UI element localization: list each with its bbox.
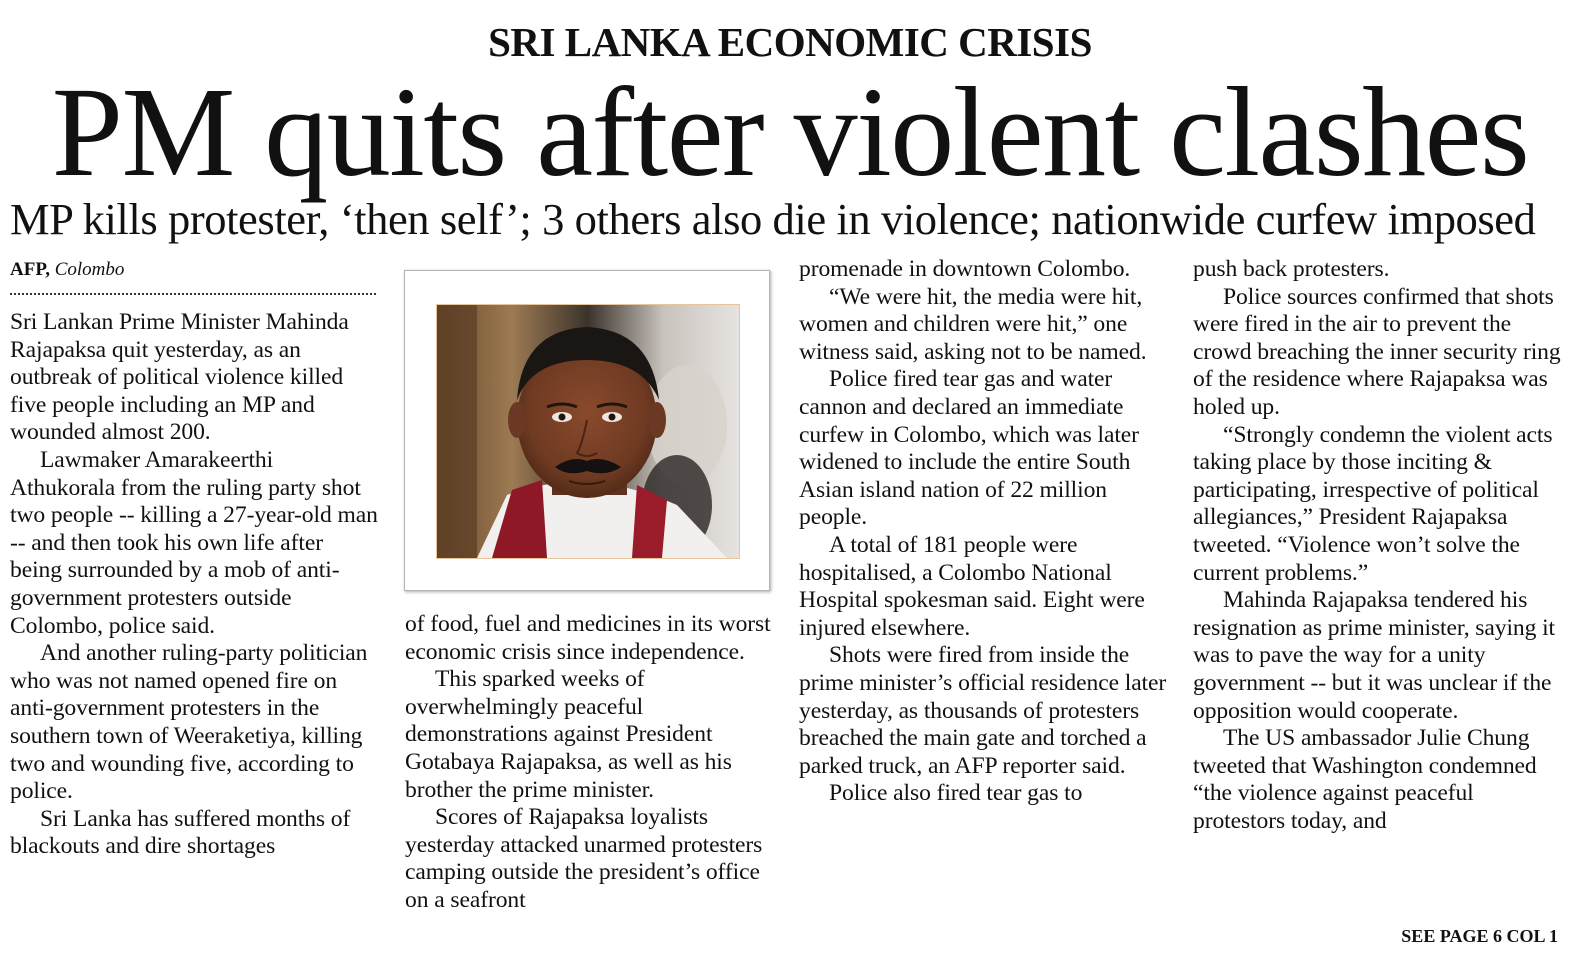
portrait-photo [436,304,740,559]
article-column-4 [1193,256,1563,835]
paragraph: “Strongly condemn the violent acts taking place by those inciting & participating, irrespective of political allegiances,” President Rajapaksa tweeted. “Violence won’t solve the current problems.” [1193,421,1553,586]
paragraph: This sparked weeks of overwhelmingly peaceful demonstrations against President Gotabaya Rajapaksa, as well as his brother the prime minister. [405,666,732,803]
paragraph: A total of 181 people were hospitalised, a Colombo National Hospital spokesman said. Eight were injured elsewhere. [799,531,1145,641]
article-column-3 [799,256,1169,808]
portrait-illustration [437,305,739,558]
photo-frame [404,270,770,591]
byline-city: Colombo [54,259,125,280]
paragraph: Police also fired tear gas to [829,780,1083,807]
section-kicker: SRI LANKA ECONOMIC CRISIS [488,19,1092,65]
paragraph: Lawmaker Amarakeerthi Athukorala from the ruling party shot two people -- killing a 27-year-old man -- and then took his own life after being surrounded by a mob of anti-government protesters outside Colombo, police said. [10,446,378,639]
paragraph: And another ruling-party politician who was not named opened fire on anti-government protesters in the southern town of Weeraketiya, killing two and wounding five, according to police. [10,640,368,805]
paragraph: Sri Lanka has suffered months of blackouts and dire shortages [10,805,351,860]
continuation-jump-line: SEE PAGE 6 COL 1 [1401,926,1558,946]
byline [10,256,380,284]
paragraph: Police sources confirmed that shots were fired in the air to prevent the crowd breaching the inner security ring of the residence where Rajapaksa was holed up. [1193,283,1561,420]
paragraph: Shots were fired from inside the prime minister’s official residence later yesterday, as thousands of protesters breached the main gate and torched a parked truck, an AFP reporter said. [799,642,1167,779]
headline: PM quits after violent clashes [51,61,1529,203]
paragraph: Police fired tear gas and water cannon and declared an immediate curfew in Colombo, which was later widened to include the entire South Asian island nation of 22 million people. [799,366,1139,531]
paragraph: The US ambassador Julie Chung tweeted that Washington condemned “the violence against peaceful protestors today, and [1193,725,1537,834]
paragraph: Sri Lankan Prime Minister Mahinda Rajapaksa quit yesterday, as an outbreak of political violence killed five people including an MP and wounded almost 200. [10,309,349,446]
paragraph: Mahinda Rajapaksa tendered his resignation as prime minister, saying it was to pave the way for a unity government -- but it was unclear if the opposition would cooperate. [1193,587,1556,724]
subheadline-deck: MP kills protester, ‘then self’; 3 others also die in violence; nationwide curfew imposed [10,194,1536,244]
article-column-1 [10,309,380,861]
article-column-2 [405,611,775,915]
paragraph: of food, fuel and medicines in its worst economic crisis since independence. [405,611,771,665]
byline-agency: AFP, [10,259,50,280]
paragraph: Scores of Rajapaksa loyalists yesterday attacked unarmed protesters camping outside the president’s office on a seafront [405,804,763,913]
paragraph: push back protesters. [1193,256,1390,282]
paragraph: “We were hit, the media were hit, women and children were hit,” one witness said, asking not to be named. [799,283,1147,365]
byline-divider [10,293,376,295]
paragraph: promenade in downtown Colombo. [799,256,1131,282]
